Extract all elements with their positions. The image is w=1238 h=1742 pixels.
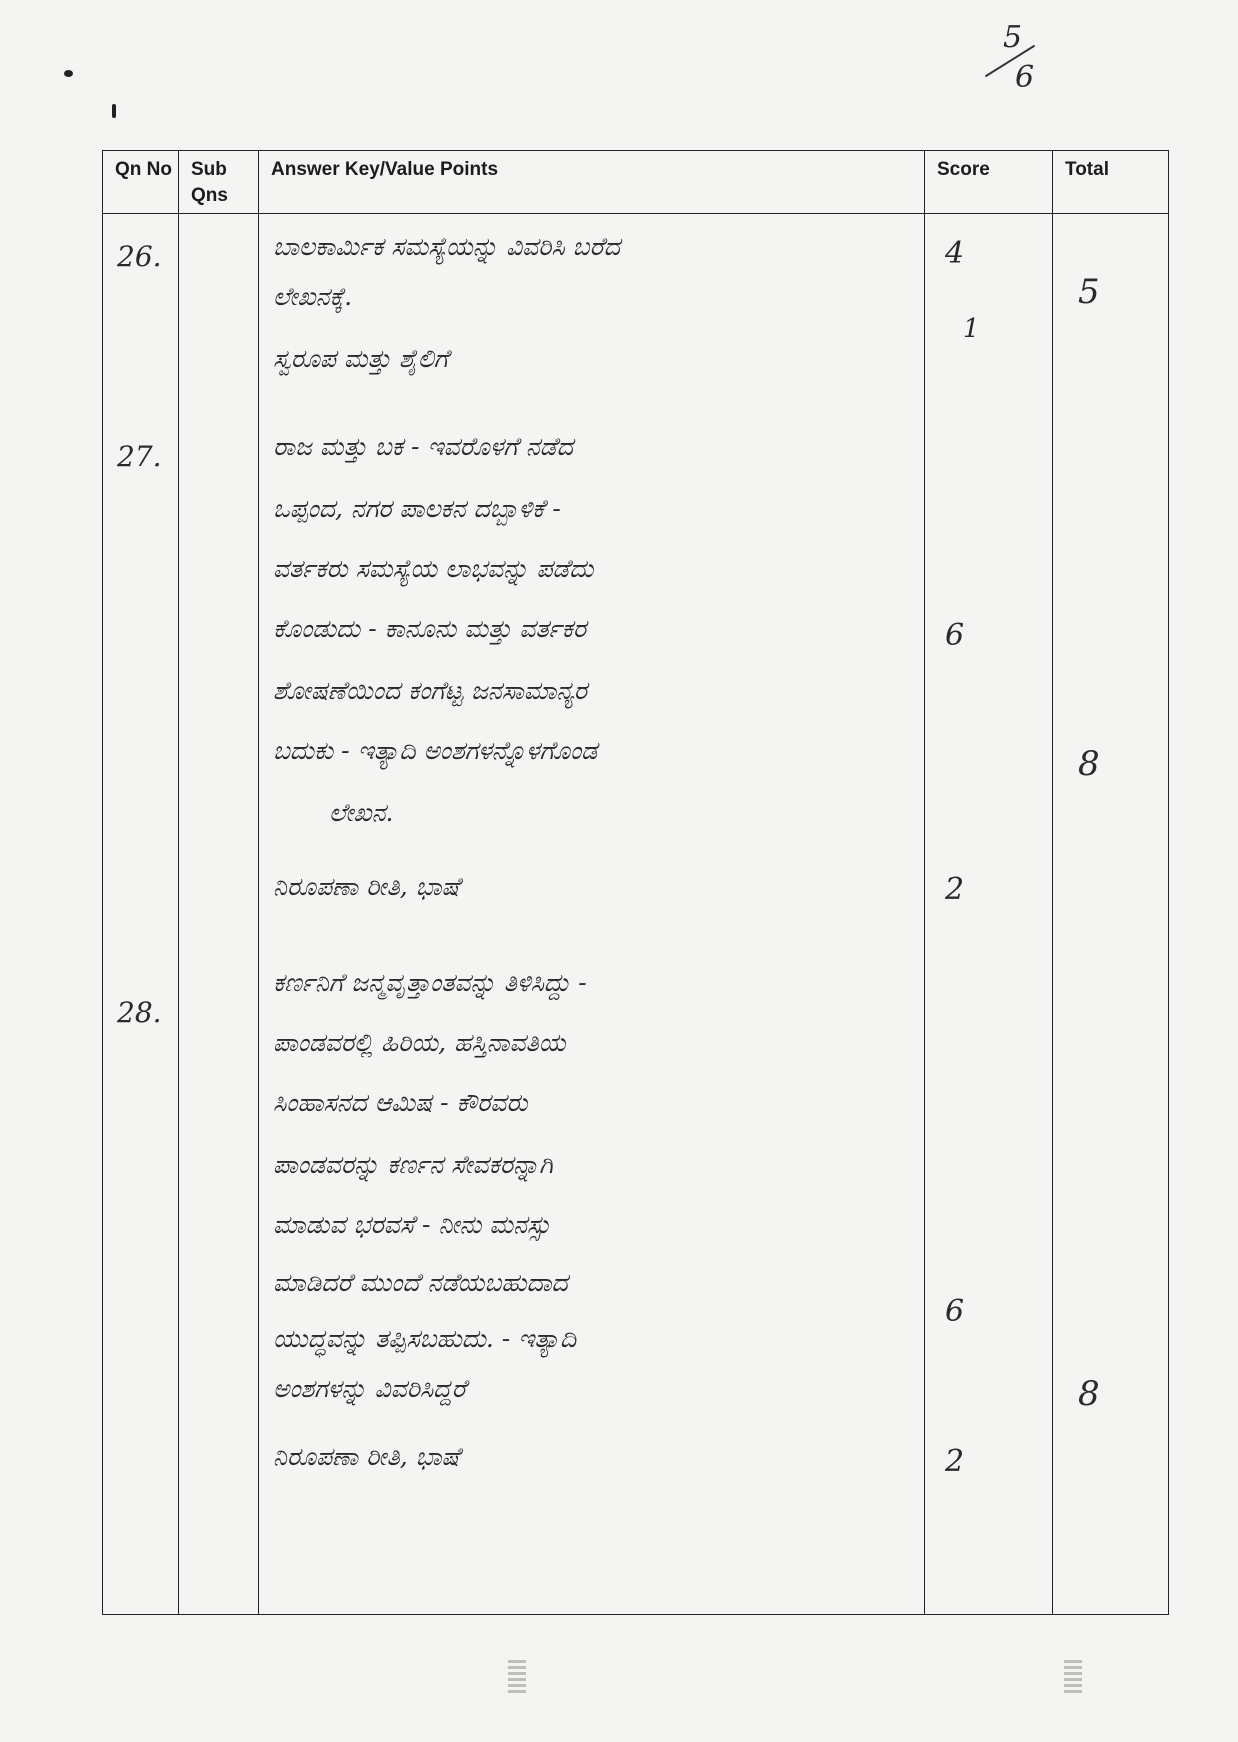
total-value: 8 [1078, 1374, 1100, 1414]
ink-mark [64, 70, 73, 77]
header-sub-qns: Sub Qns [179, 151, 259, 214]
total-value: 8 [1078, 744, 1100, 784]
score-value: 4 [945, 236, 965, 271]
answer-key-table [102, 150, 1169, 1615]
score-value: 2 [945, 872, 965, 907]
answer-line: ವರ್ತಕರು ಸಮಸ್ಯೆಯ ಲಾಭವನ್ನು ಪಡೆದು [273, 554, 594, 583]
score-value: 2 [945, 1444, 965, 1479]
answer-line: ಸ್ವರೂಪ ಮತ್ತು ಶೈಲಿಗೆ [273, 344, 449, 373]
answer-line: ಶೋಷಣೆಯಿಂದ ಕಂಗೆಟ್ಟ ಜನಸಾಮಾನ್ಯರ [273, 676, 587, 705]
answer-line: ಮಾಡುವ ಭರವಸೆ - ನೀನು ಮನಸ್ಸು [273, 1210, 551, 1239]
score-column [925, 214, 1053, 1615]
header-answer-key: Answer Key/Value Points [259, 151, 925, 214]
answer-line: ಪಾಂಡವರಲ್ಲಿ ಹಿರಿಯ, ಹಸ್ತಿನಾವತಿಯ [273, 1028, 566, 1057]
answer-line: ಲೇಖನಕ್ಕೆ. [273, 282, 353, 311]
answer-line: ನಿರೂಪಣಾ ರೀತಿ, ಭಾಷೆ [273, 872, 460, 901]
score-value: 6 [945, 618, 965, 653]
total-column [1053, 214, 1169, 1615]
qn-column [103, 214, 179, 1615]
table-row [103, 214, 1169, 1615]
question-number-27: 27. [117, 440, 162, 473]
answer-line: ಒಪ್ಪಂದ, ನಗರ ಪಾಲಕನ ದಬ್ಬಾಳಿಕೆ - [273, 494, 561, 523]
scan-mark [508, 1660, 526, 1696]
score-value: 6 [945, 1294, 965, 1329]
header-score: Score [925, 151, 1053, 214]
answer-line: ಪಾಂಡವರನ್ನು ಕರ್ಣನ ಸೇವಕರನ್ನಾಗಿ [273, 1150, 553, 1179]
answer-line: ರಾಜ ಮತ್ತು ಬಕ - ಇವರೊಳಗೆ ನಡೆದ [273, 432, 573, 461]
answer-line: ಕೊಂಡುದು - ಕಾನೂನು ಮತ್ತು ವರ್ತಕರ [273, 614, 587, 643]
answer-line: ಕರ್ಣನಿಗೆ ಜನ್ಮವೃತ್ತಾಂತವನ್ನು ತಿಳಿಸಿದ್ದು - [273, 968, 587, 997]
answer-line: ಅಂಶಗಳನ್ನು ವಿವರಿಸಿದ್ದರೆ [273, 1374, 466, 1403]
answer-line: ಯುದ್ಧವನ್ನು ತಪ್ಪಿಸಬಹುದು. - ಇತ್ಯಾದಿ [273, 1324, 577, 1353]
answer-column [259, 214, 925, 1615]
header-qn-no: Qn No [103, 151, 179, 214]
page-number-denominator: 6 [1015, 60, 1035, 95]
question-number-26: 26. [117, 240, 162, 273]
answer-line: ಸಿಂಹಾಸನದ ಆಮಿಷ - ಕೌರವರು [273, 1088, 528, 1117]
score-value: 1 [963, 314, 980, 344]
answer-line: ಲೇಖನ. [329, 798, 394, 827]
answer-line: ಬಾಲಕಾರ್ಮಿಕ ಸಮಸ್ಯೆಯನ್ನು ವಿವರಿಸಿ ಬರೆದ [273, 232, 620, 261]
total-value: 5 [1078, 272, 1100, 312]
sub-qns-column [179, 214, 259, 1615]
header-total: Total [1053, 151, 1169, 214]
answer-line: ನಿರೂಪಣಾ ರೀತಿ, ಭಾಷೆ [273, 1442, 460, 1471]
ink-mark [112, 104, 116, 118]
answer-line: ಮಾಡಿದರೆ ಮುಂದೆ ನಡೆಯಬಹುದಾದ [273, 1268, 568, 1297]
page-number [975, 20, 1045, 95]
answer-line: ಬದುಕು - ಇತ್ಯಾದಿ ಅಂಶಗಳನ್ನೊಳಗೊಂಡ [273, 736, 598, 765]
page-number-numerator: 5 [1003, 20, 1023, 55]
question-number-28: 28. [117, 996, 162, 1029]
scan-mark [1064, 1660, 1082, 1696]
table-header-row [103, 151, 1169, 214]
